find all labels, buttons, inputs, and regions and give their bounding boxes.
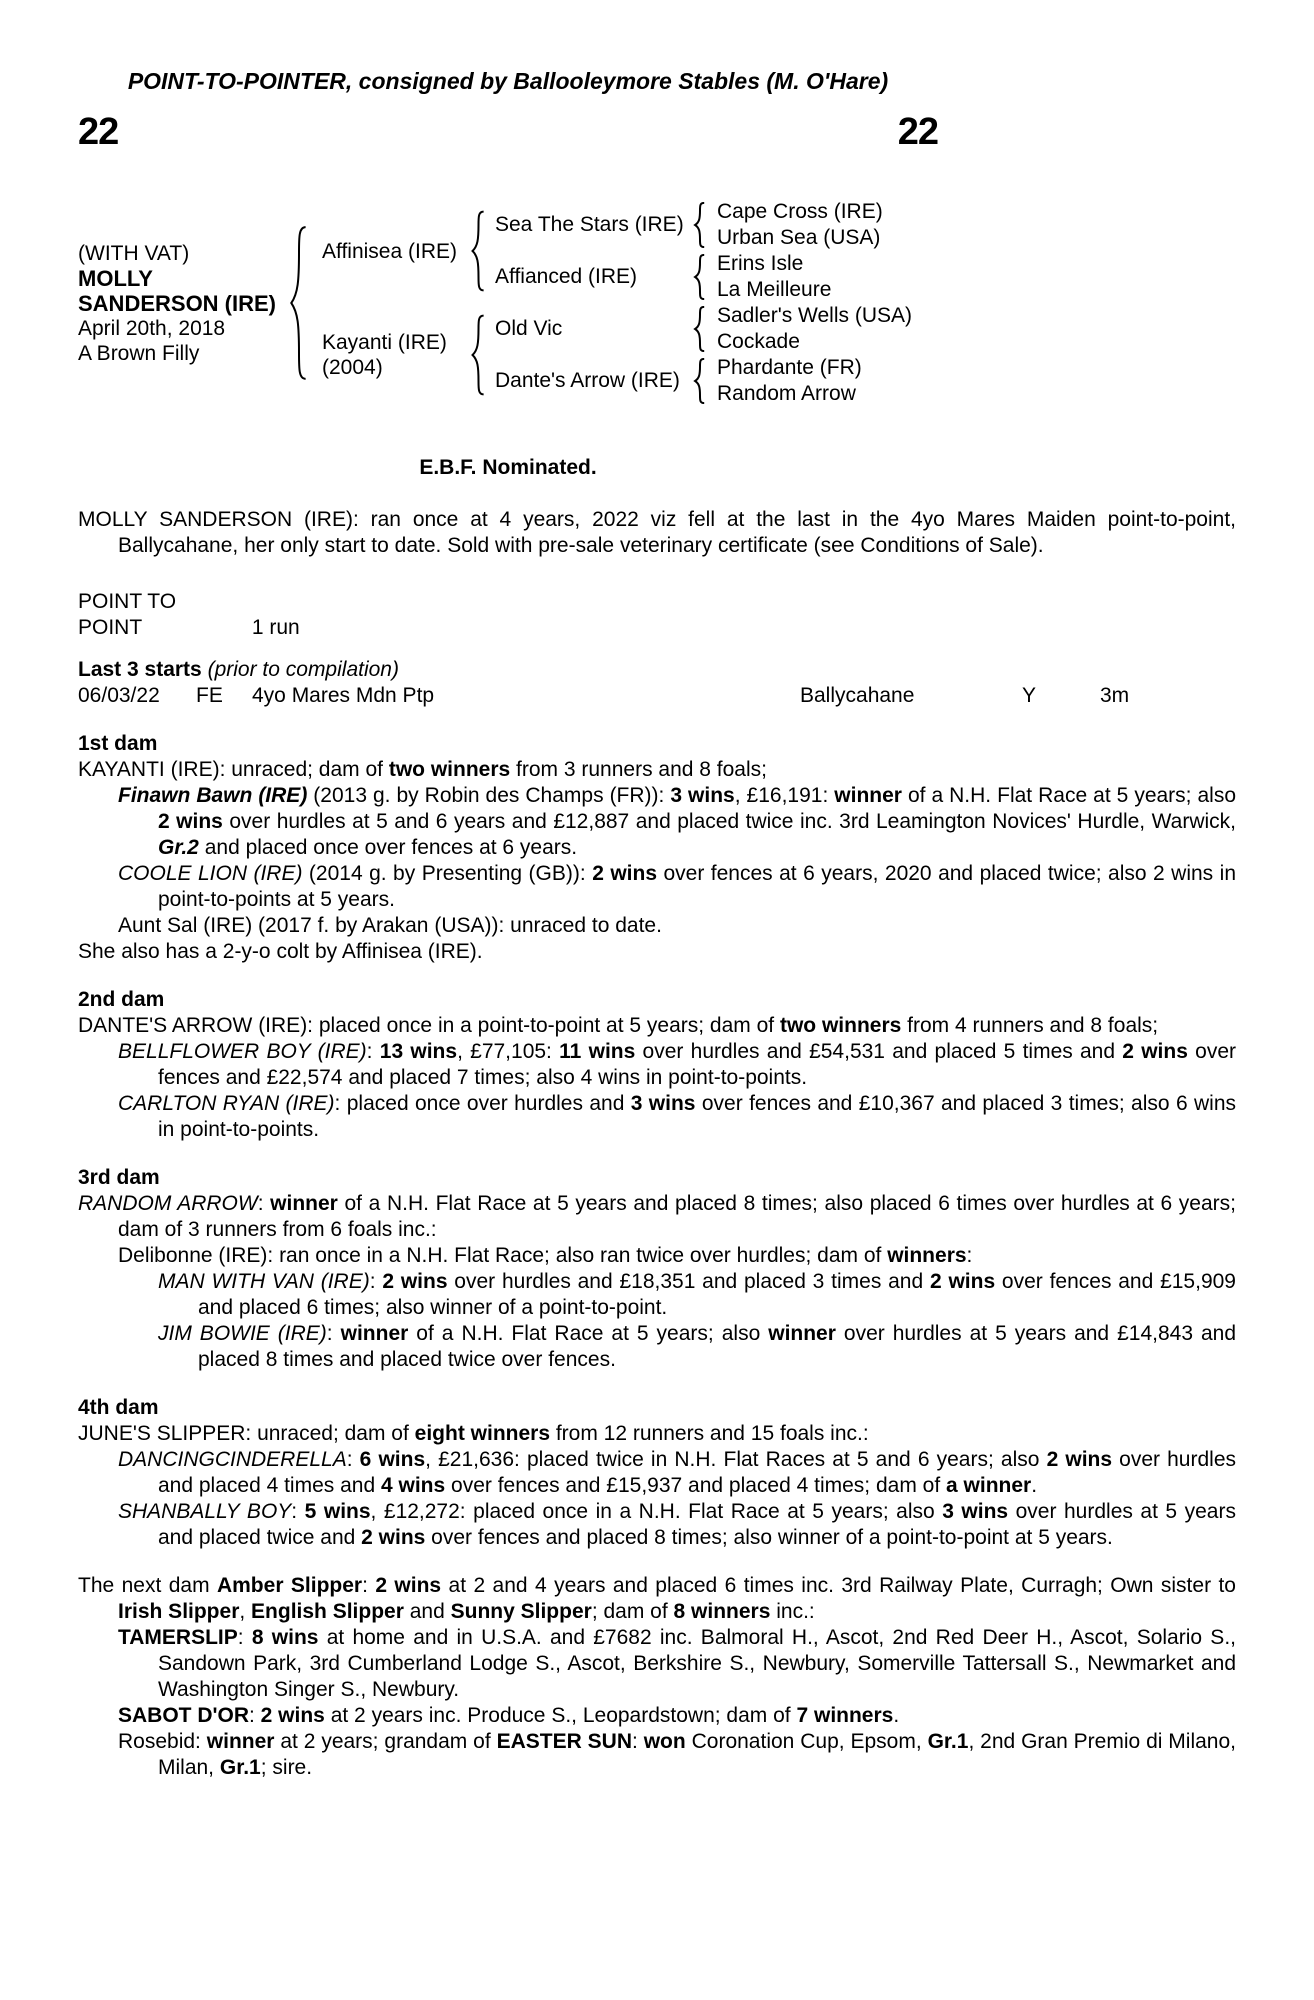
foal-date: April 20th, 2018 [78,316,226,340]
text-segment: winner [340,1322,409,1345]
text-segment: DANCINGCINDERELLA [118,1448,347,1471]
text-segment: eight winners [414,1422,551,1445]
text-segment: : [966,1244,973,1267]
point-to-point-label: POINT TO POINT [78,590,177,639]
race-dist: 3m [1100,684,1130,707]
text-segment: at 2 years inc. Produce S., Leopardstown; dam of [324,1704,797,1727]
race-date: 06/03/22 [78,684,160,707]
text-segment: at home and in U.S.A. and £7682 inc. Balmoral H., Ascot, 2nd Red Deer H., Ascot, Solario S., Sandown Park, 3rd Cumberland Lodge S., Ascot, Berkshire S., Newbury, Somerville Tattersall S., Newmarket and Washington Singer S., Newbury. [158,1626,1236,1701]
pedigree-paragraph [78,1499,1236,1551]
text-segment: CARLTON RYAN (IRE) [118,1092,335,1115]
great-grandsire-name: Cape Cross (IRE) [717,200,883,223]
text-segment: 2 wins [1122,1040,1188,1063]
text-segment: , £21,636: placed twice in N.H. Flat Races at 5 and 6 years; also [425,1448,1047,1471]
text-segment: : [369,1270,383,1293]
text-segment: Finawn Bawn (IRE) [118,784,308,807]
text-segment: Irish Slipper [118,1600,240,1623]
point-to-point-runs: 1 run [251,616,300,639]
text-segment: at 2 years; grandam of [274,1730,497,1753]
text-segment: JIM BOWIE (IRE) [158,1322,327,1345]
sire-name: Affinisea (IRE) [322,239,457,263]
sire-dam-branch [487,251,937,303]
text-segment: winner [270,1192,338,1215]
dam-branch [310,303,937,407]
horse-name-line1: MOLLY [78,265,153,291]
race-course: Ballycahane [800,684,915,707]
text-segment: of a N.H. Flat Race at 5 years and placed 8 times; also placed 6 times over hurdles at 6 years; dam of 3 runners from 6 foals inc.: [118,1192,1236,1241]
text-segment: over hurdles at 5 and 6 years and £12,887 and placed twice inc. 3rd Leamington Novices' Hurdle, Warwick, [222,810,1236,833]
text-segment: of a N.H. Flat Race at 5 years; also [901,784,1237,807]
pedigree-paragraph [78,1039,1236,1091]
dam-section [78,1395,1236,1551]
lot-number-right: 22 [897,111,938,153]
text-segment: 8 wins [251,1626,319,1649]
text-segment: ; dam of [591,1600,674,1623]
text-segment: , [239,1600,252,1623]
text-segment: 11 wins [559,1040,636,1063]
text-segment: two winners [388,758,511,781]
text-segment: 2 wins [1046,1448,1113,1471]
text-segment: 6 wins [359,1448,426,1471]
pedigree-paragraph [78,1573,1236,1625]
text-segment: DANTE'S ARROW (IRE): placed once in a point-to-point at 5 years; dam of [78,1014,780,1037]
text-segment: Delibonne (IRE): ran once in a N.H. Flat Race; also ran twice over hurdles; dam of [118,1244,888,1267]
pedigree-paragraph [78,939,1236,965]
ebf-note: E.B.F. Nominated. [419,456,597,479]
text-segment: over fences at 6 years, 2020 and placed twice; also 2 wins in point-to-points at 5 years. [158,862,1236,911]
pedigree-paragraph [78,1729,1236,1781]
text-segment: 13 wins [379,1040,458,1063]
text-segment: from 12 runners and 15 foals inc.: [550,1422,869,1445]
text-segment: : [631,1730,644,1753]
text-segment: , 2nd Gran Premio di Milano, Milan, [158,1730,1236,1779]
text-segment: (2013 g. by Robin des Champs (FR)): [307,784,671,807]
text-segment: 3 wins [942,1500,1009,1523]
dam-year: (2004) [322,356,383,379]
text-segment: over hurdles at 5 years and placed twice and [158,1500,1236,1549]
pedigree-paragraph [78,1625,1236,1703]
text-segment: , £16,191: [734,784,835,807]
text-segment: : [346,1448,360,1471]
text-segment: 2 wins [375,1574,442,1597]
dam-sire-branch [487,303,937,355]
text-segment: Coronation Cup, Epsom, [685,1730,928,1753]
text-segment: KAYANTI (IRE): unraced; dam of [78,758,389,781]
dam-dam-branch [487,355,937,407]
lot-number-left: 22 [78,111,119,153]
text-segment: and [403,1600,451,1623]
text-segment: : [366,1040,380,1063]
text-segment: inc.: [770,1600,815,1623]
text-segment: RANDOM ARROW [78,1192,258,1215]
pedigree-paragraph [78,1013,1236,1039]
text-segment: Amber Slipper [216,1574,363,1597]
last-starts-title: Last 3 starts [78,658,202,681]
sire-sire-name: Sea The Stars (IRE) [495,213,684,236]
sire-sire-branch [487,199,937,251]
pedigree-paragraph [78,1269,1236,1321]
text-segment: 4 wins [380,1474,446,1497]
dam-section [78,987,1236,1143]
text-segment: over fences and £22,574 and placed 7 times; also 4 wins in point-to-points. [158,1040,1237,1089]
text-segment: Gr.1 [927,1730,969,1753]
text-segment: , £77,105: [457,1040,560,1063]
text-segment: She also has a 2-y-o colt by Affinisea (IRE). [78,940,483,963]
dam-section [78,1573,1236,1781]
vat-note: (WITH VAT) [78,241,190,265]
last-starts-rows [78,683,1236,709]
great-granddam-name: Cockade [717,330,800,353]
text-segment: COOLE LION (IRE) [118,862,303,885]
text-segment: JUNE'S SLIPPER: unraced; dam of [78,1422,415,1445]
text-segment: Gr.1 [219,1756,261,1779]
pedigree-brace-icon [288,224,310,382]
race-row [78,683,1236,709]
text-segment: 2 wins [382,1270,448,1293]
text-segment: over fences and £15,909 and placed 6 times; also winner of a point-to-point. [198,1270,1236,1319]
great-grandsire-name: Phardante (FR) [717,356,862,379]
produce-record [78,241,284,366]
section-heading: 2nd dam [78,988,165,1011]
dam-name-line: Kayanti (IRE) [322,331,447,354]
text-segment: (2014 g. by Presenting (GB)): [302,862,593,885]
text-segment: two winners [779,1014,902,1037]
text-segment: 2 wins [361,1526,426,1549]
text-segment: at 2 and 4 years and placed 6 times inc. 3rd Railway Plate, Curragh; Own sister to [441,1574,1236,1597]
text-segment: Rosebid: [118,1730,207,1753]
text-segment: 2 wins [592,862,658,885]
text-segment: BELLFLOWER BOY (IRE) [118,1040,367,1063]
point-to-point-row [78,589,1236,641]
text-segment: a winner [946,1474,1032,1497]
text-segment: 8 winners [673,1600,771,1623]
great-grandsire-name: Sadler's Wells (USA) [717,304,912,327]
dam-section [78,731,1236,965]
text-segment: 5 wins [304,1500,371,1523]
text-segment: Aunt Sal (IRE) (2017 f. by Arakan (USA)): unraced to date. [118,914,662,937]
text-segment: The next dam [78,1574,217,1597]
dam-sire-name: Old Vic [495,317,563,340]
pedigree-paragraph [78,783,1236,861]
race-race: 4yo Mares Mdn Ptp [252,684,435,707]
text-segment: Sunny Slipper [450,1600,592,1623]
text-segment: over hurdles and £18,351 and placed 3 times and [447,1270,930,1293]
pedigree-paragraph [78,1447,1236,1499]
great-granddam-name: Random Arrow [717,382,856,405]
pedigree-paragraph [78,1703,1236,1729]
pedigree-paragraph [78,1243,1236,1269]
page-title: POINT-TO-POINTER, consigned by Ballooleymore Stables (M. O'Hare) [127,68,889,94]
dam-name [322,330,462,380]
text-segment: ; sire. [260,1756,313,1779]
dam-sections [78,731,1236,1781]
last-starts-subtitle: (prior to compilation) [207,658,399,681]
text-segment: over hurdles and placed 4 times and [158,1448,1237,1497]
text-segment: 7 winners [796,1704,894,1727]
text-segment: 2 wins [929,1270,996,1293]
pedigree-table [78,199,938,407]
text-segment: over fences and £15,937 and placed 4 times; dam of [445,1474,947,1497]
sire-dam-name: Affianced (IRE) [495,265,638,288]
race-going: Y [1022,684,1037,707]
pedigree-brace-icon [470,210,487,292]
text-segment: over hurdles at 5 years and £14,843 and placed 8 times and placed twice over fences. [198,1322,1237,1371]
text-segment: : [249,1704,261,1727]
pedigree-brace-icon [470,314,487,396]
last-starts-heading [78,657,1236,683]
color-sex: A Brown Filly [78,341,200,365]
text-segment: : [257,1192,271,1215]
horse-name-line2: SANDERSON (IRE) [78,290,277,316]
text-segment: SABOT D'OR [118,1704,249,1727]
text-segment: MAN WITH VAN (IRE) [158,1270,370,1293]
pedigree-paragraph [78,757,1236,783]
pedigree-paragraph [78,1191,1236,1243]
text-segment: TAMERSLIP [118,1626,238,1649]
text-segment: 2 wins [260,1704,325,1727]
pedigree-paragraph [78,1421,1236,1447]
text-segment: from 4 runners and 8 foals; [901,1014,1159,1037]
great-grandsire-name: Erins Isle [717,252,804,275]
text-segment: 3 wins [630,1092,696,1115]
great-granddam-name: La Meilleure [717,278,832,301]
text-segment: English Slipper [251,1600,404,1623]
text-segment: : placed once over hurdles and [334,1092,631,1115]
text-segment: 2 wins [158,810,223,833]
text-segment: EASTER SUN [496,1730,632,1753]
text-segment: and placed once over fences at 6 years. [198,836,578,859]
text-segment: from 3 runners and 8 foals; [510,758,767,781]
dam-section [78,1165,1236,1373]
text-segment: over hurdles and £54,531 and placed 5 times and [635,1040,1123,1063]
pedigree-paragraph [78,1091,1236,1143]
pedigree-paragraph [78,861,1236,913]
text-segment: : [362,1574,376,1597]
pedigree-paragraph [78,913,1236,939]
pedigree-brace-icon [693,254,707,300]
race-code: FE [196,684,223,707]
text-segment: 3 wins [670,784,735,807]
text-segment: : [291,1500,305,1523]
pedigree-paragraph [78,1321,1236,1373]
text-segment: won [643,1730,686,1753]
text-segment: . [893,1704,900,1727]
text-segment: Gr.2 [158,836,199,859]
text-segment: winner [206,1730,275,1753]
text-segment: SHANBALLY BOY [118,1500,292,1523]
text-segment: , £12,272: placed once in a N.H. Flat Race at 5 years; also [370,1500,943,1523]
pedigree-brace-icon [693,306,707,352]
race-record-summary: MOLLY SANDERSON (IRE): ran once at 4 years, 2022 viz fell at the last in the 4yo Mares Maiden point-to-point, Ballycahane, her only start to date. Sold with pre-sale veterinary certificate (see Conditions of Sale). [78,508,1236,557]
pedigree-brace-icon [693,202,707,248]
text-segment: . [1031,1474,1038,1497]
text-segment: : [237,1626,252,1649]
header [78,68,938,160]
text-segment: winner [834,784,902,807]
dam-dam-name: Dante's Arrow (IRE) [495,369,680,392]
text-segment: over fences and placed 8 times; also winner of a point-to-point at 5 years. [425,1526,1113,1549]
text-segment: winner [768,1322,836,1345]
text-segment: of a N.H. Flat Race at 5 years; also [408,1322,769,1345]
text-segment: : [326,1322,341,1345]
section-heading: 4th dam [78,1396,159,1419]
sire-branch [310,199,937,303]
last-starts-block [78,657,1236,709]
great-granddam-name: Urban Sea (USA) [717,226,881,249]
section-heading: 1st dam [78,732,158,755]
text-segment: over fences and £10,367 and placed 3 times; also 6 wins in point-to-points. [158,1092,1237,1141]
text-segment: winners [887,1244,967,1267]
section-heading: 3rd dam [78,1166,160,1189]
pedigree-brace-icon [693,358,707,404]
